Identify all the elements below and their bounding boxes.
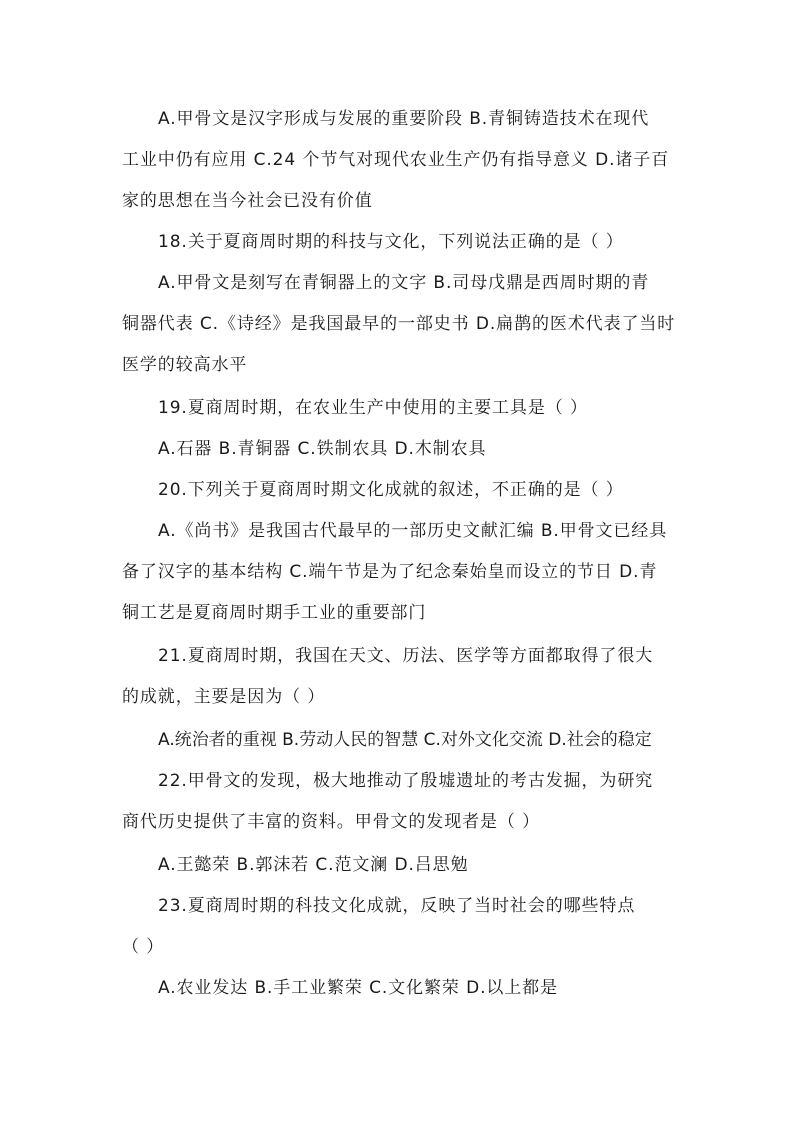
question-23-line-2: （ ） (122, 937, 165, 957)
q22-options: A.王懿荣 B.郭沫若 C.范文澜 D.吕思勉 (158, 855, 469, 875)
q20-options-line-2: 备了汉字的基本结构 C.端午节是为了纪念秦始皇而设立的节日 D.青 (122, 562, 658, 582)
question-21-line-2: 的成就，主要是因为（ ） (122, 687, 326, 707)
q18-options-line-2: 铜器代表 C.《诗经》是我国最早的一部史书 D.扁鹊的医术代表了当时 (122, 314, 676, 334)
q23-options: A.农业发达 B.手工业繁荣 C.文化繁荣 D.以上都是 (158, 978, 558, 998)
q18-options-line-3: 医学的较高水平 (122, 355, 248, 375)
q21-options: A.统治者的重视 B.劳动人民的智慧 C.对外文化交流 D.社会的稳定 (158, 730, 652, 750)
q17-options-line-1: A.甲骨文是汉字形成与发展的重要阶段 B.青铜铸造技术在现代 (158, 109, 650, 129)
question-23-line-1: 23.夏商周时期的科技文化成就，反映了当时社会的哪些特点 (158, 896, 636, 916)
question-19: 19.夏商周时期，在农业生产中使用的主要工具是（ ） (158, 398, 588, 418)
question-20: 20.下列关于夏商周时期文化成就的叙述，不正确的是（ ） (158, 480, 624, 500)
question-18: 18.关于夏商周时期的科技与文化，下列说法正确的是（ ） (158, 232, 624, 252)
q17-options-line-3: 家的思想在当今社会已没有价值 (122, 191, 373, 211)
q17-options-line-2: 工业中仍有应用 C.24 个节气对现代农业生产仍有指导意义 D.诸子百 (122, 150, 670, 170)
question-22-line-1: 22.甲骨文的发现，极大地推动了殷墟遗址的考古发掘，为研究 (158, 771, 654, 791)
question-21-line-1: 21.夏商周时期，我国在天文、历法、医学等方面都取得了很大 (158, 646, 654, 666)
q20-options-line-1: A.《尚书》是我国古代最早的一部历史文献汇编 B.甲骨文已经具 (158, 521, 668, 541)
q20-options-line-3: 铜工艺是夏商周时期手工业的重要部门 (122, 603, 427, 623)
q19-options: A.石器 B.青铜器 C.铁制农具 D.木制农具 (158, 439, 487, 459)
q18-options-line-1: A.甲骨文是刻写在青铜器上的文字 B.司母戊鼎是西周时期的青 (158, 273, 650, 293)
question-22-line-2: 商代历史提供了丰富的资料。甲骨文的发现者是（ ） (122, 812, 541, 832)
